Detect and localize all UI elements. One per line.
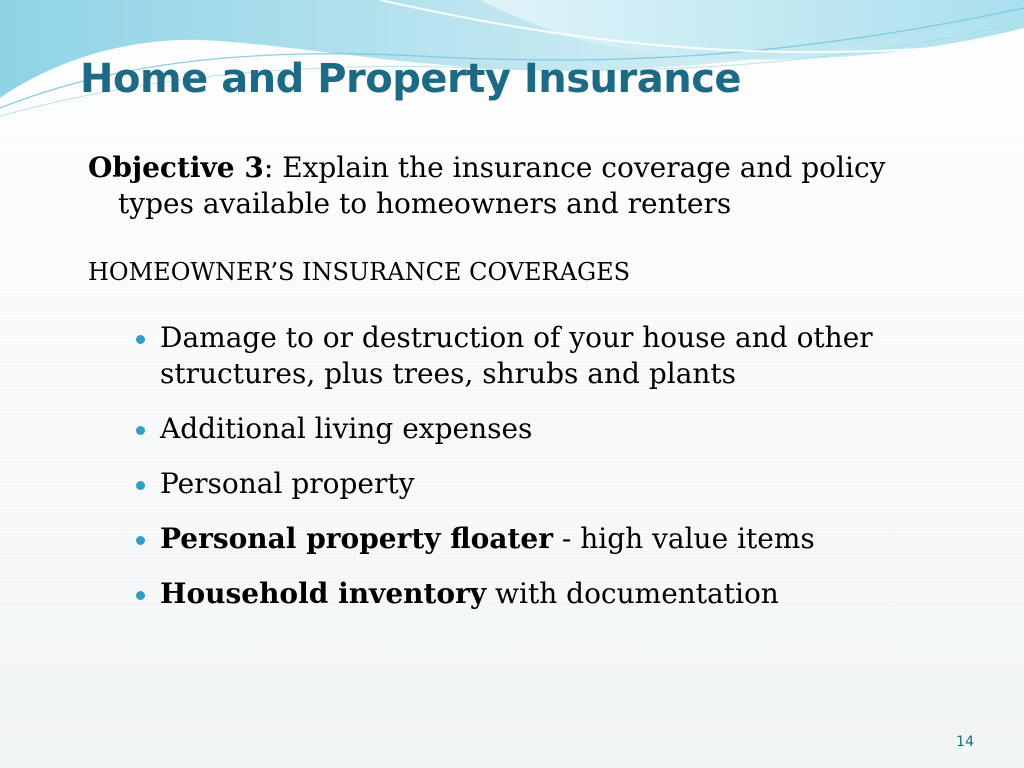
bullet-bold-text: Personal property floater	[160, 522, 553, 555]
bullet-item-living-expenses	[134, 411, 914, 447]
bullet-dot-icon	[136, 536, 145, 545]
bullet-bold-text: Household inventory	[160, 577, 487, 610]
bullet-dot-icon	[136, 426, 145, 435]
objective-text: : Explain the insurance coverage and policy types available to homeowners and renters	[118, 151, 886, 220]
bullet-text: with documentation	[486, 577, 779, 610]
bullet-text: Additional living expenses	[160, 412, 533, 445]
section-heading: HOMEOWNER’S INSURANCE COVERAGES	[88, 258, 631, 286]
bullet-text: Damage to or destruction of your house and other structures, plus trees, shrubs and plants	[160, 321, 873, 390]
page-number: 14	[956, 734, 974, 750]
objective-paragraph	[88, 150, 908, 222]
bullet-item-damage	[134, 320, 914, 392]
objective-label: Objective 3	[88, 151, 264, 184]
bullet-text: - high value items	[552, 522, 815, 555]
bullet-item-personal-property	[134, 466, 914, 502]
bullet-text: Personal property	[160, 467, 415, 500]
slide-title: Home and Property Insurance	[80, 56, 742, 102]
bullet-dot-icon	[136, 335, 145, 344]
bullet-dot-icon	[136, 591, 145, 600]
bullet-item-household-inventory	[134, 576, 914, 612]
bullet-dot-icon	[136, 481, 145, 490]
coverage-bullet-list	[134, 320, 914, 631]
bullet-item-property-floater	[134, 521, 914, 557]
